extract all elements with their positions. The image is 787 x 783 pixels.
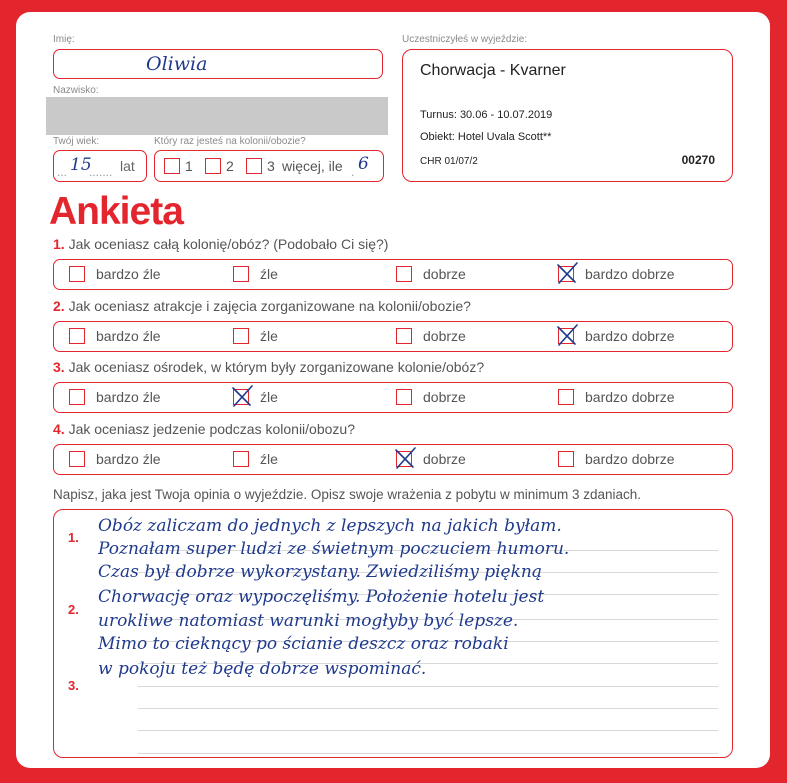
q3-zle-checkbox[interactable] — [233, 389, 249, 405]
q2-zle-checkbox[interactable] — [233, 328, 249, 344]
opinion-number: 3. — [68, 678, 79, 693]
wiecej-value: 6 — [358, 154, 369, 174]
q4-bardzo-dobrze-checkbox[interactable] — [558, 451, 574, 467]
q4-zle-label: źle — [260, 451, 278, 467]
raz-3-label: 3 — [267, 158, 275, 174]
question-4-text — [53, 421, 355, 437]
opinion-line: Obóz zaliczam do jednych z lepszych na jakich byłam. — [98, 516, 562, 536]
wiek-dots-left: ... — [57, 165, 68, 179]
q2-dobrze-label: dobrze — [423, 328, 466, 344]
imie-label: Imię: — [53, 34, 75, 45]
question-1-label: Jak oceniasz całą kolonię/obóz? (Podobało Ci się?) — [68, 236, 389, 252]
opinion-number: 2. — [68, 602, 79, 617]
x-mark-icon — [230, 384, 256, 410]
question-4-label: Jak oceniasz jedzenie podczas kolonii/obozu? — [68, 421, 355, 437]
question-2-text — [53, 298, 471, 314]
raz-2-checkbox[interactable] — [205, 158, 221, 174]
q4-bardzo-dobrze-label: bardzo dobrze — [585, 451, 675, 467]
ruled-line — [138, 730, 718, 731]
ruled-line — [138, 753, 718, 754]
nazwisko-label: Nazwisko: — [53, 85, 99, 96]
ktory-raz-label: Który raz jesteś na kolonii/obozie? — [154, 136, 306, 147]
question-3-options — [53, 382, 733, 413]
q4-dobrze-label: dobrze — [423, 451, 466, 467]
q3-bardzo-dobrze-label: bardzo dobrze — [585, 389, 675, 405]
opinion-line: Mimo to cieknący po ścianie deszcz oraz robaki — [98, 634, 509, 654]
q3-bardzo-dobrze-checkbox[interactable] — [558, 389, 574, 405]
uczestniczyles-label: Uczestniczyłeś w wyjeździe: — [402, 34, 528, 45]
camp-obiekt: Obiekt: Hotel Uvala Scott** — [420, 131, 552, 143]
ruled-line — [138, 708, 718, 709]
wiek-label: Twój wiek: — [53, 136, 100, 147]
camp-info-box — [402, 49, 733, 182]
q3-dobrze-checkbox[interactable] — [396, 389, 412, 405]
question-1-number: 1. — [53, 236, 65, 252]
question-4-number: 4. — [53, 421, 65, 437]
question-3-label: Jak oceniasz ośrodek, w którym były zorganizowane kolonie/obóz? — [68, 359, 485, 375]
q2-bardzo-dobrze-label: bardzo dobrze — [585, 328, 675, 344]
question-4-options — [53, 444, 733, 475]
wiek-value: 15 — [70, 155, 92, 175]
opinion-box[interactable] — [53, 509, 733, 758]
question-2-number: 2. — [53, 298, 65, 314]
imie-field[interactable] — [53, 49, 383, 79]
wiek-field[interactable] — [53, 150, 147, 182]
x-mark-icon — [555, 323, 581, 349]
q2-zle-label: źle — [260, 328, 278, 344]
survey-title: Ankieta — [49, 190, 183, 233]
raz-2-label: 2 — [226, 158, 234, 174]
raz-3-checkbox[interactable] — [246, 158, 262, 174]
x-mark-icon — [393, 446, 419, 472]
imie-value: Oliwia — [146, 53, 208, 75]
question-1-text — [53, 236, 388, 252]
q1-bardzo-dobrze-label: bardzo dobrze — [585, 266, 675, 282]
survey-paper — [16, 12, 770, 768]
q3-dobrze-label: dobrze — [423, 389, 466, 405]
ruled-line — [138, 686, 718, 687]
opinion-prompt: Napisz, jaka jest Twoja opinia o wyjeździe. Opisz swoje wrażenia z pobytu w minimum 3 zdaniach. — [53, 487, 642, 502]
raz-1-label: 1 — [185, 158, 193, 174]
camp-name: Chorwacja - Kvarner — [420, 62, 566, 79]
q3-bardzo-zle-checkbox[interactable] — [69, 389, 85, 405]
wiecej-label: więcej, ile — [282, 158, 343, 174]
q2-bardzo-dobrze-checkbox[interactable] — [558, 328, 574, 344]
raz-1-checkbox[interactable] — [164, 158, 180, 174]
opinion-line: Poznałam super ludzi ze świetnym poczuciem humoru. — [98, 539, 570, 559]
question-2-options — [53, 321, 733, 352]
q1-zle-checkbox[interactable] — [233, 266, 249, 282]
q4-bardzo-zle-label: bardzo źle — [96, 451, 161, 467]
opinion-number: 1. — [68, 530, 79, 545]
q2-dobrze-checkbox[interactable] — [396, 328, 412, 344]
q3-bardzo-zle-label: bardzo źle — [96, 389, 161, 405]
q2-bardzo-zle-checkbox[interactable] — [69, 328, 85, 344]
q3-zle-label: źle — [260, 389, 278, 405]
question-2-label: Jak oceniasz atrakcje i zajęcia zorganizowane na kolonii/obozie? — [68, 298, 471, 314]
nazwisko-redacted — [46, 97, 388, 135]
ktory-raz-field — [154, 150, 384, 182]
camp-turnus: Turnus: 30.06 - 10.07.2019 — [420, 109, 553, 121]
q4-bardzo-zle-checkbox[interactable] — [69, 451, 85, 467]
opinion-line: w pokoju też będę dobrze wspominać. — [98, 659, 427, 679]
question-1-options — [53, 259, 733, 290]
x-mark-icon — [555, 261, 581, 287]
opinion-line: Chorwację oraz wypoczęliśmy. Położenie hotelu jest — [98, 587, 545, 607]
opinion-line: Czas był dobrze wykorzystany. Zwiedziliśmy piękną — [98, 562, 542, 582]
q1-zle-label: źle — [260, 266, 278, 282]
q1-bardzo-zle-checkbox[interactable] — [69, 266, 85, 282]
wiek-unit: lat — [120, 158, 135, 174]
question-3-number: 3. — [53, 359, 65, 375]
wiecej-dots: . — [351, 165, 355, 179]
q1-bardzo-dobrze-checkbox[interactable] — [558, 266, 574, 282]
q1-bardzo-zle-label: bardzo źle — [96, 266, 161, 282]
camp-code: CHR 01/07/2 — [420, 156, 478, 167]
camp-number: 00270 — [681, 153, 715, 167]
q2-bardzo-zle-label: bardzo źle — [96, 328, 161, 344]
q1-dobrze-label: dobrze — [423, 266, 466, 282]
question-3-text — [53, 359, 484, 375]
opinion-line: urokliwe natomiast warunki mogłyby być lepsze. — [98, 611, 519, 631]
q4-zle-checkbox[interactable] — [233, 451, 249, 467]
q4-dobrze-checkbox[interactable] — [396, 451, 412, 467]
wiek-dots-right: ....... — [89, 165, 113, 179]
q1-dobrze-checkbox[interactable] — [396, 266, 412, 282]
